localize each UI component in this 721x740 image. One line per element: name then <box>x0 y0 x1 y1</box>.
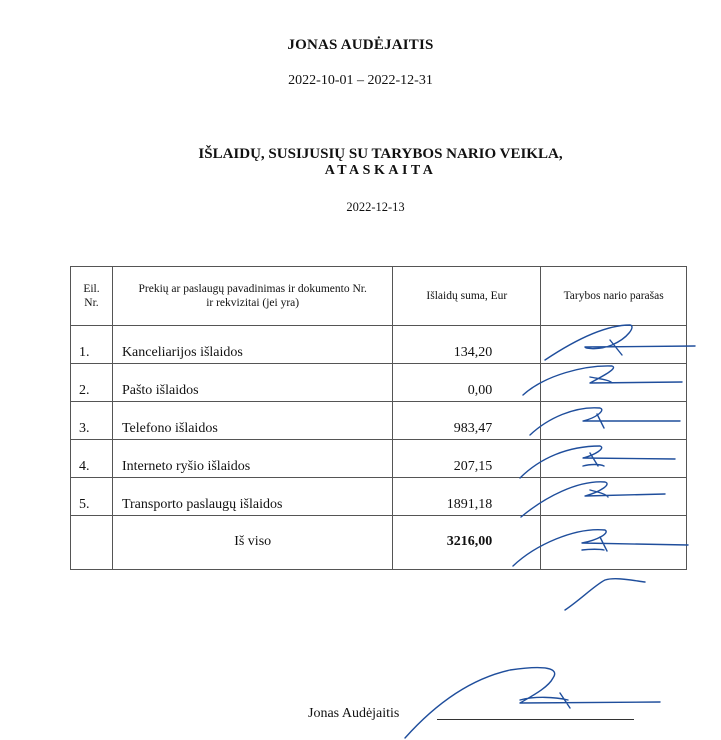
signature-stray-mark <box>565 579 645 610</box>
footer-signature-line <box>437 719 634 720</box>
signature-footer <box>405 668 660 738</box>
table-row <box>71 364 687 402</box>
total-label: Iš viso <box>112 516 392 570</box>
row-signature-cell <box>541 440 687 478</box>
row-expense-name: Interneto ryšio išlaidos <box>112 440 392 478</box>
row-expense-name: Kanceliarijos išlaidos <box>112 326 392 364</box>
column-header-number-line1: Eil. <box>83 283 100 295</box>
row-expense-name: Telefono išlaidos <box>112 402 392 440</box>
row-signature-cell <box>541 402 687 440</box>
row-number: 2. <box>71 364 113 402</box>
row-amount: 0,00 <box>393 364 541 402</box>
column-header-name-line1: Prekių ar paslaugų pavadinimas ir dokumento Nr. <box>138 283 367 295</box>
report-date: 2022-12-13 <box>346 200 405 214</box>
footer-signer-name: Jonas Audėjaitis <box>308 706 400 721</box>
report-title-line1: IŠLAIDŲ, SUSIJUSIŲ SU TARYBOS NARIO VEIKLA, <box>198 146 563 162</box>
row-signature-cell <box>541 364 687 402</box>
row-number: 1. <box>71 326 113 364</box>
column-header-name-line2: ir rekvizitai (jei yra) <box>206 297 300 309</box>
row-amount: 983,47 <box>393 402 541 440</box>
table-row <box>71 402 687 440</box>
row-number: 4. <box>71 440 113 478</box>
expense-table <box>70 266 687 570</box>
total-amount: 3216,00 <box>393 516 541 570</box>
report-title-line2: ATASKAITA <box>324 163 437 178</box>
row-amount: 207,15 <box>393 440 541 478</box>
table-total-row <box>71 516 687 570</box>
column-header-name <box>112 267 392 326</box>
row-number: 3. <box>71 402 113 440</box>
column-header-number-line2: Nr. <box>84 297 99 309</box>
report-period: 2022-10-01 – 2022-12-31 <box>288 73 433 88</box>
column-header-signature: Tarybos nario parašas <box>541 267 687 326</box>
row-amount: 1891,18 <box>393 478 541 516</box>
table-row <box>71 478 687 516</box>
row-expense-name: Transporto paslaugų išlaidos <box>112 478 392 516</box>
row-amount: 134,20 <box>393 326 541 364</box>
table-header-row <box>71 267 687 326</box>
column-header-amount: Išlaidų suma, Eur <box>393 267 541 326</box>
row-number: 5. <box>71 478 113 516</box>
column-header-number <box>71 267 113 326</box>
row-expense-name: Pašto išlaidos <box>112 364 392 402</box>
report-owner-name: JONAS AUDĖJAITIS <box>287 37 434 53</box>
row-signature-cell <box>541 478 687 516</box>
total-number-cell <box>71 516 113 570</box>
row-signature-cell <box>541 326 687 364</box>
total-signature-cell <box>541 516 687 570</box>
table-row <box>71 440 687 478</box>
table-row <box>71 326 687 364</box>
